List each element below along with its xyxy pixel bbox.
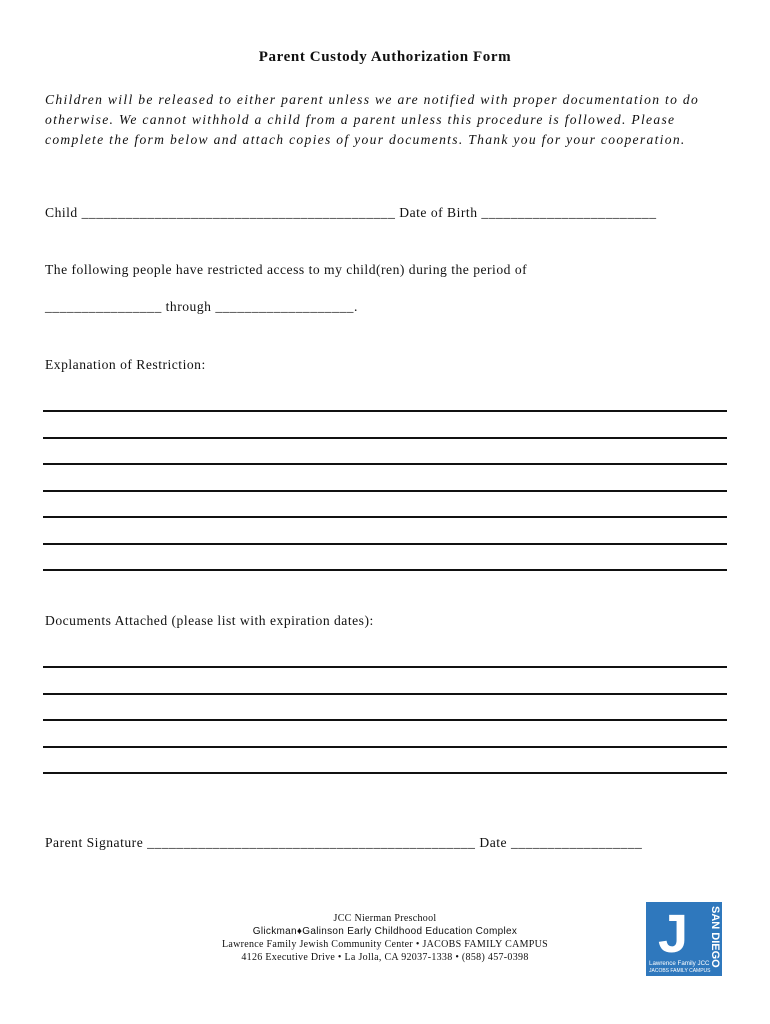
footer-complex: Glickman♦Galinson Early Childhood Education Complex xyxy=(252,926,518,937)
logo-side-text: SAN DIEGO xyxy=(709,906,721,968)
child-dob-line[interactable]: Child ___________________________________________ Date of Birth ________________________ xyxy=(45,205,657,220)
signature-date-line[interactable]: Parent Signature _____________________________________________ Date __________________ xyxy=(45,835,643,850)
footer-school: JCC Nierman Preschool xyxy=(333,913,437,924)
footer-center: Lawrence Family Jewish Community Center • JACOBS FAMILY CAMPUS xyxy=(221,939,549,950)
explanation-line[interactable] xyxy=(43,490,727,492)
footer-address xyxy=(190,912,580,964)
documents-line[interactable] xyxy=(43,693,727,695)
documents-line[interactable] xyxy=(43,772,727,774)
intro-paragraph: Children will be released to either parent unless we are notified with proper documentation to do otherwise. We cannot withhold a child from a parent unless this procedure is followed. Please complete the form below and attach copies of your documents. Thank you for your cooperation. xyxy=(45,92,700,147)
logo-caption-2: JACOBS FAMILY CAMPUS xyxy=(649,968,711,974)
documents-line[interactable] xyxy=(43,719,727,721)
explanation-line[interactable] xyxy=(43,463,727,465)
explanation-line[interactable] xyxy=(43,543,727,545)
documents-line[interactable] xyxy=(43,666,727,668)
restricted-access-text: The following people have restricted access to my child(ren) during the period of xyxy=(45,262,528,277)
explanation-line[interactable] xyxy=(43,569,727,571)
logo-caption-1: Lawrence Family JCC xyxy=(649,960,710,967)
explanation-line[interactable] xyxy=(43,437,727,439)
jcc-logo xyxy=(646,902,722,976)
documents-line[interactable] xyxy=(43,746,727,748)
logo-letter: J xyxy=(657,904,689,964)
explanation-line[interactable] xyxy=(43,410,727,412)
period-line[interactable]: ________________ through ___________________. xyxy=(45,299,358,314)
footer-street: 4126 Executive Drive • La Jolla, CA 92037-1338 • (858) 457-0398 xyxy=(241,952,529,963)
documents-label: Documents Attached (please list with expiration dates): xyxy=(45,613,374,628)
explanation-line[interactable] xyxy=(43,516,727,518)
explanation-label: Explanation of Restriction: xyxy=(45,357,206,372)
form-title: Parent Custody Authorization Form xyxy=(258,49,512,65)
